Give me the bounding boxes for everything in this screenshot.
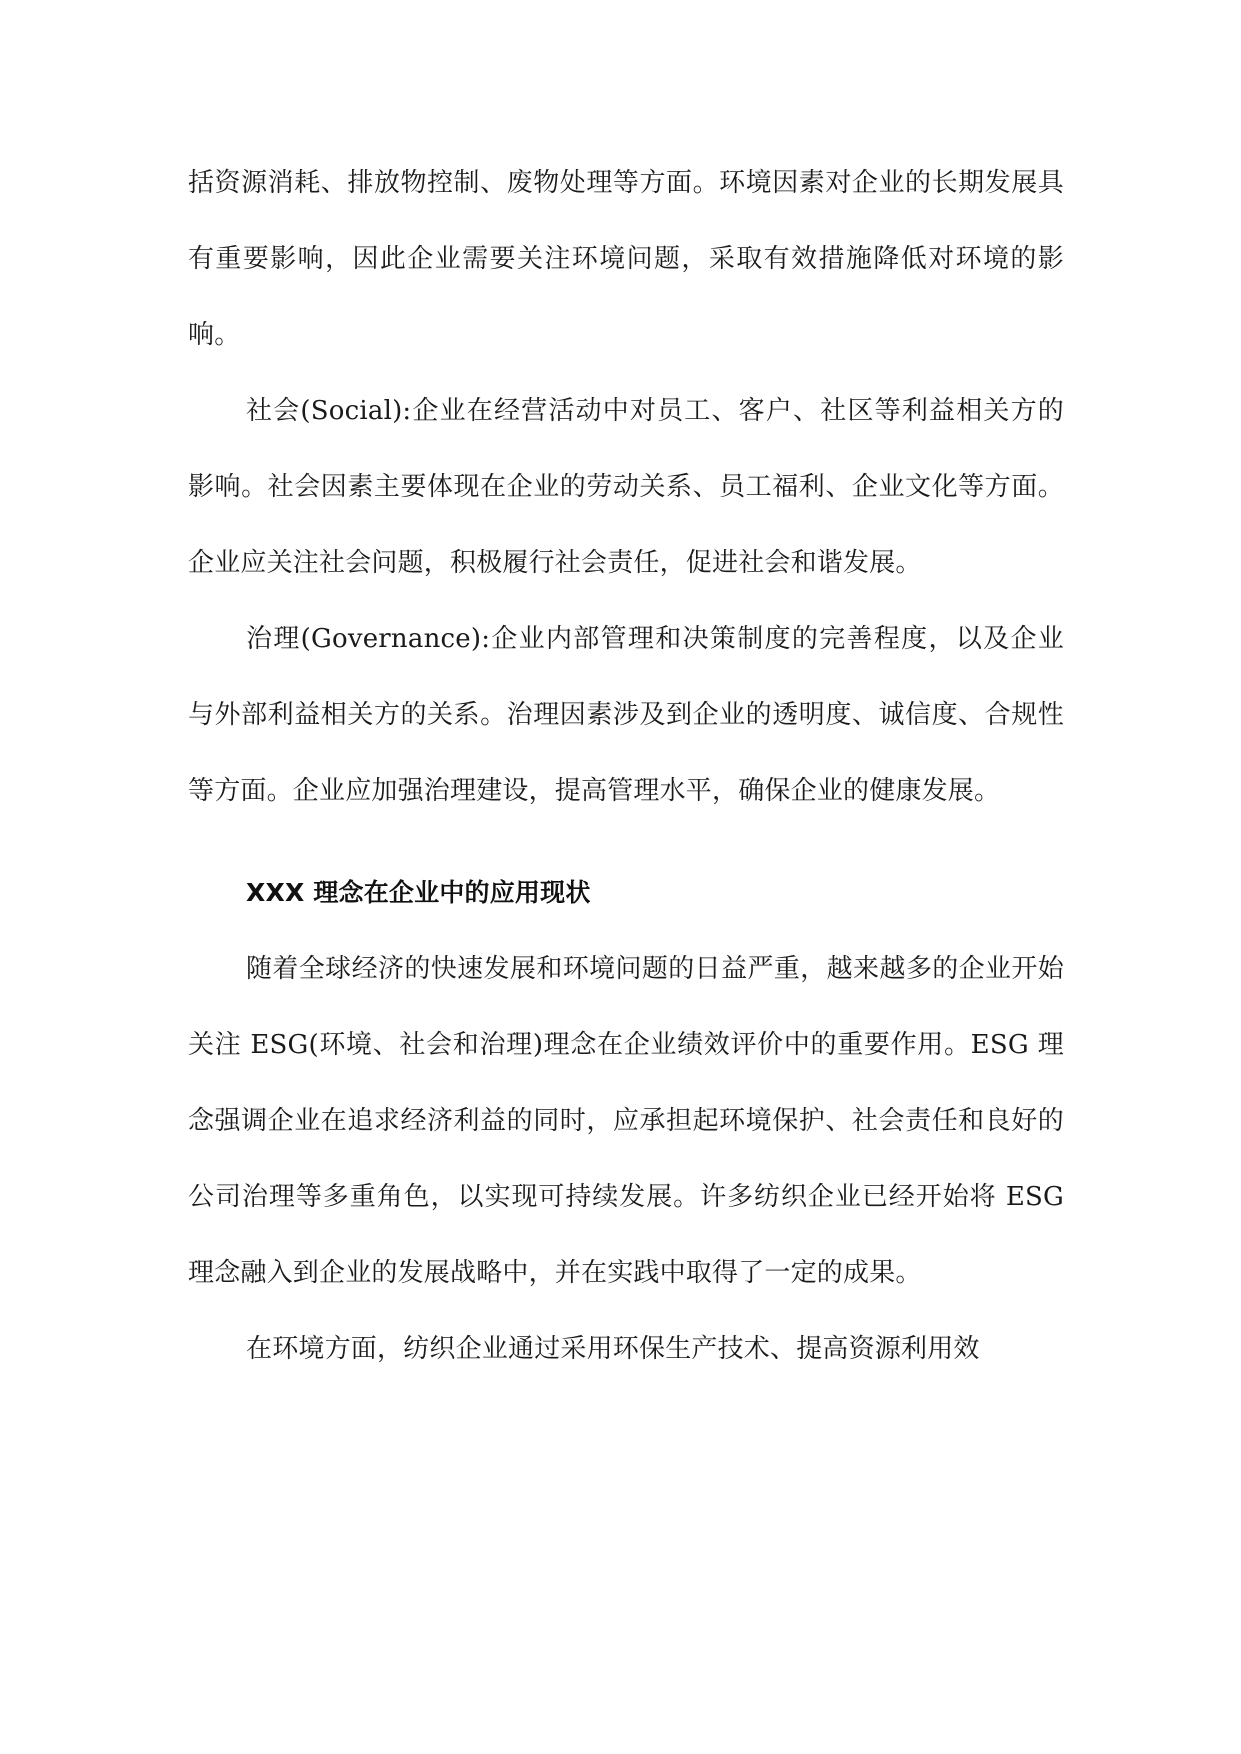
paragraph-governance: 治理(Governance):企业内部管理和决策制度的完善程度，以及企业与外部利益相关方的关系。治理因素涉及到企业的透明度、诚信度、合规性等方面。企业应加强治理建设，提高管理水平，确保企业的健康发展。 [188, 624, 1064, 806]
section-heading: XXX 理念在企业中的应用现状 [246, 878, 591, 907]
paragraph-environment-continuation: 括资源消耗、排放物控制、废物处理等方面。环境因素对企业的长期发展具有重要影响，因此企业需要关注环境问题，采取有效措施降低对环境的影响。 [188, 168, 1064, 350]
paragraph-environment-aspect: 在环境方面，纺织企业通过采用环保生产技术、提高资源利用效 [246, 1334, 980, 1364]
paragraph-application-status: 随着全球经济的快速发展和环境问题的日益严重，越来越多的企业开始关注 ESG(环境、社会和治理)理念在企业绩效评价中的重要作用。ESG 理念强调企业在追求经济利益的同时，应承担起环境保护、社会责任和良好的公司治理等多重角色，以实现可持续发展。许多纺织企业已经开始将 ESG 理念融入到企业的发展战略中，并在实践中取得了一定的成果。 [188, 954, 1064, 1288]
paragraph-social: 社会(Social):企业在经营活动中对员工、客户、社区等利益相关方的影响。社会因素主要体现在企业的劳动关系、员工福利、企业文化等方面。企业应关注社会问题，积极履行社会责任，促进社会和谐发展。 [188, 396, 1064, 578]
document-body [188, 145, 1064, 1387]
